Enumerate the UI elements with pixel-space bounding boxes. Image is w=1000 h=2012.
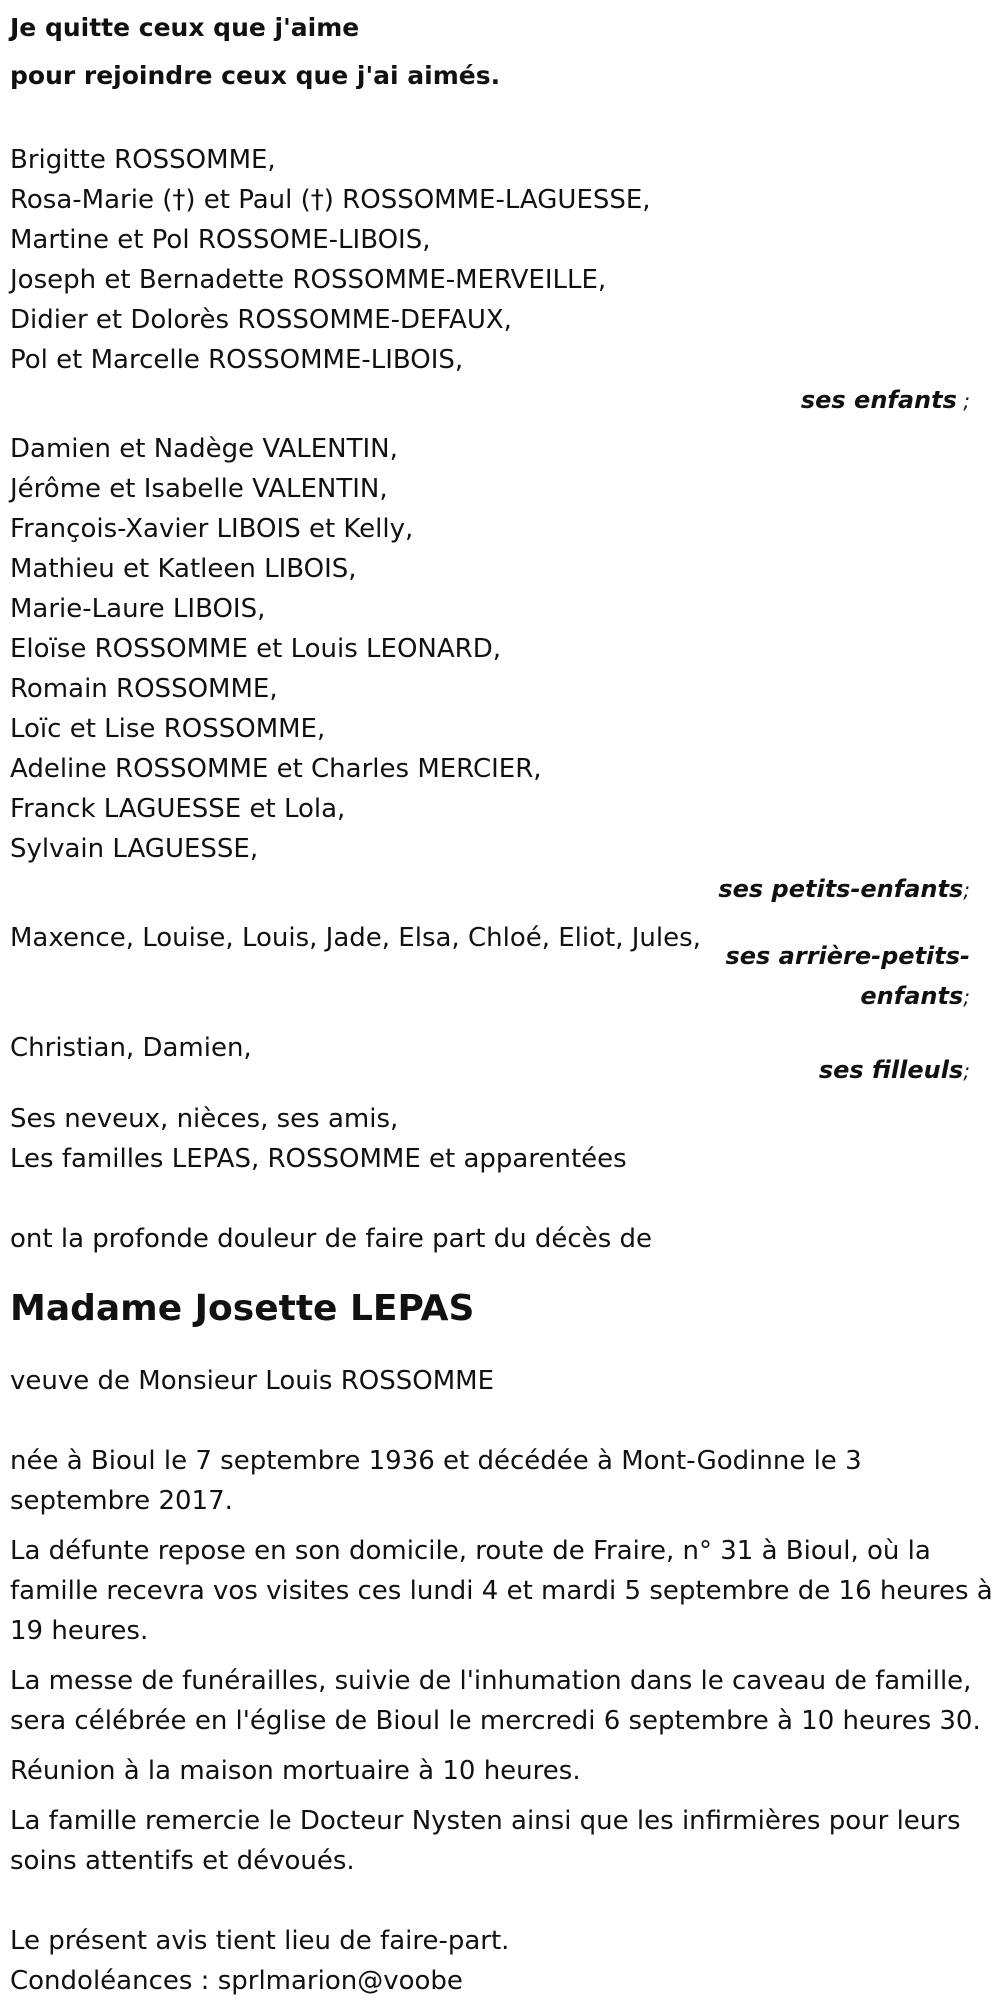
relation-label: ses filleuls bbox=[818, 1056, 964, 1084]
relation-semicolon: ; bbox=[963, 985, 970, 1009]
spacer bbox=[10, 1651, 990, 1661]
spacer bbox=[10, 421, 990, 429]
funeral-paragraph: La messe de funérailles, suivie de l'inhumation dans le caveau de famille, sera célébrée en l'église de Bioul le mercredi 6 septembre à 10 heures 30. bbox=[10, 1666, 981, 1736]
footer-notice: Le présent avis tient lieu de faire-part. bbox=[10, 1926, 510, 1956]
others-list bbox=[10, 1099, 990, 1179]
relation-semicolon: ; bbox=[963, 878, 970, 902]
relation-label: ses arrière-petits- bbox=[725, 942, 970, 970]
list-item: Damien et Nadège VALENTIN, bbox=[10, 434, 398, 464]
list-item: Joseph et Bernadette ROSSOMME-MERVEILLE, bbox=[10, 265, 607, 295]
spacer bbox=[10, 1259, 990, 1279]
thanks-paragraph: La famille remercie le Docteur Nysten ainsi que les infirmières pour leurs soins attentifs et dévoués. bbox=[10, 1806, 961, 1876]
relation-label: enfants bbox=[860, 982, 964, 1010]
children-relation bbox=[10, 380, 990, 421]
great-grandchildren-relation bbox=[630, 936, 990, 1017]
list-item: Rosa-Marie (†) et Paul (†) ROSSOMME-LAGUESSE, bbox=[10, 185, 651, 215]
list-item: Eloïse ROSSOMME et Louis LEONARD, bbox=[10, 634, 502, 664]
list-item: Sylvain LAGUESSE, bbox=[10, 834, 259, 864]
list-item: Mathieu et Katleen LIBOIS, bbox=[10, 554, 357, 584]
deceased-name: Madame Josette LEPAS bbox=[10, 1288, 475, 1329]
relation-semicolon: ; bbox=[956, 389, 970, 413]
great-grandchildren-list: Maxence, Louise, Louis, Jade, Elsa, Chloé, Eliot, Jules, bbox=[10, 923, 701, 953]
spacer bbox=[10, 1091, 990, 1099]
reunion-paragraph: Réunion à la maison mortuaire à 10 heures. bbox=[10, 1756, 581, 1786]
spacer bbox=[10, 1791, 990, 1801]
list-item: Romain ROSSOMME, bbox=[10, 674, 278, 704]
list-item: Loïc et Lise ROSSOMME, bbox=[10, 714, 326, 744]
relation-label: ses petits-enfants bbox=[718, 875, 964, 903]
visitation-paragraph: La défunte repose en son domicile, route de Fraire, n° 31 à Bioul, où la famille recevra vos visites ces lundi 4 et mardi 5 septembre de 16 heures à 19 heures. bbox=[10, 1536, 993, 1646]
children-list bbox=[10, 140, 990, 380]
spacer bbox=[10, 1521, 990, 1531]
spacer bbox=[10, 100, 990, 140]
relation-semicolon: ; bbox=[963, 1059, 970, 1083]
list-item: Pol et Marcelle ROSSOMME-LIBOIS, bbox=[10, 345, 464, 375]
grandchildren-relation bbox=[10, 869, 990, 910]
godchildren-list: Christian, Damien, bbox=[10, 1033, 252, 1063]
relation-label: ses enfants bbox=[800, 386, 957, 414]
obituary-notice bbox=[0, 4, 1000, 2012]
spacer bbox=[10, 1179, 990, 1219]
motto-line-2: pour rejoindre ceux que j'ai aimés. bbox=[10, 61, 501, 90]
announcement: ont la profonde douleur de faire part du décès de bbox=[10, 1224, 653, 1254]
spacer bbox=[10, 1741, 990, 1751]
list-item: Jérôme et Isabelle VALENTIN, bbox=[10, 474, 388, 504]
motto-line-1: Je quitte ceux que j'aime bbox=[10, 13, 360, 42]
list-item: Martine et Pol ROSSOME-LIBOIS, bbox=[10, 225, 431, 255]
spacer bbox=[10, 1401, 990, 1441]
list-item: Les familles LEPAS, ROSSOMME et apparentées bbox=[10, 1144, 627, 1174]
spacer bbox=[10, 1881, 990, 1921]
condolences-line: Condoléances : sprlmarion@voobe bbox=[10, 1966, 463, 1996]
grandchildren-list bbox=[10, 429, 990, 869]
list-item: François-Xavier LIBOIS et Kelly, bbox=[10, 514, 414, 544]
spacer bbox=[10, 910, 990, 918]
widow-of: veuve de Monsieur Louis ROSSOMME bbox=[10, 1366, 495, 1396]
list-item: Didier et Dolorès ROSSOMME-DEFAUX, bbox=[10, 305, 512, 335]
birth-death-paragraph: née à Bioul le 7 septembre 1936 et décédée à Mont-Godinne le 3 septembre 2017. bbox=[10, 1446, 862, 1516]
list-item: Marie-Laure LIBOIS, bbox=[10, 594, 266, 624]
list-item: Ses neveux, nièces, ses amis, bbox=[10, 1104, 399, 1134]
list-item: Adeline ROSSOMME et Charles MERCIER, bbox=[10, 754, 542, 784]
list-item: Franck LAGUESSE et Lola, bbox=[10, 794, 346, 824]
spacer bbox=[10, 1339, 990, 1361]
list-item: Brigitte ROSSOMME, bbox=[10, 145, 276, 175]
great-grandchildren-row bbox=[10, 918, 990, 1010]
